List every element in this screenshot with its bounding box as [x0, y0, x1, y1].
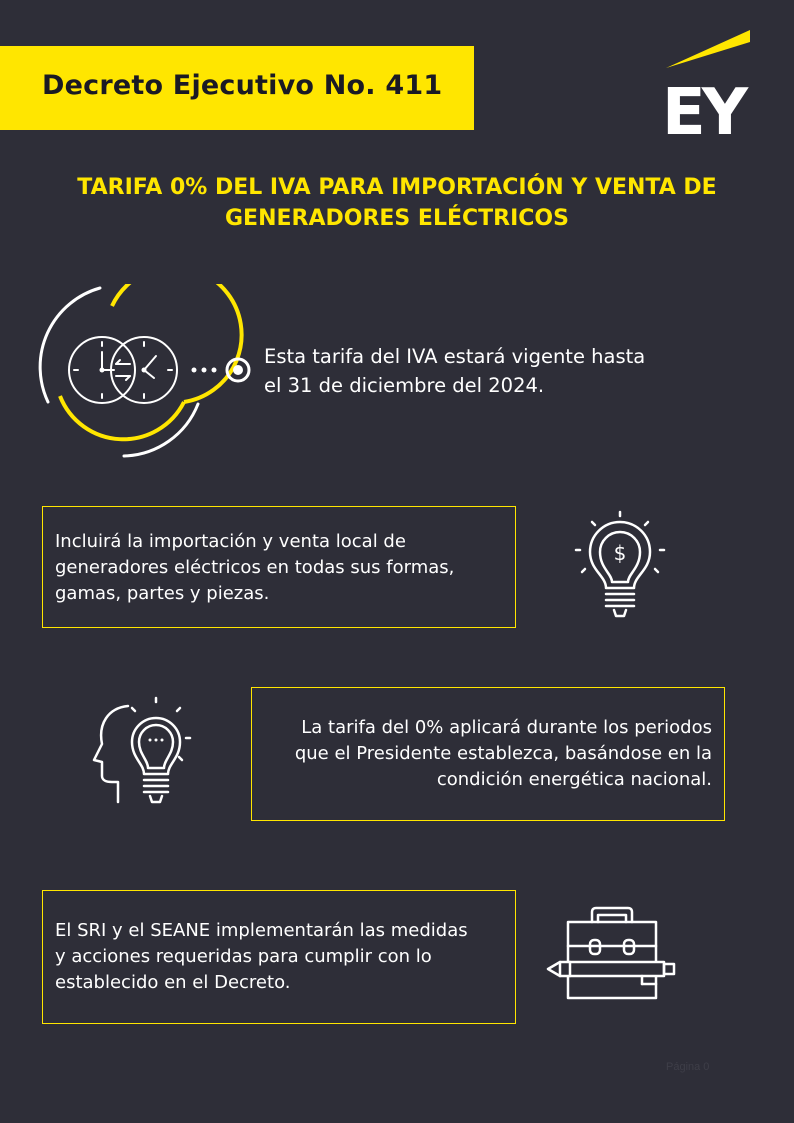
validity-line1: Esta tarifa del IVA estará vigente hasta	[264, 345, 646, 368]
scope-line3: gamas, partes y piezas.	[55, 583, 270, 604]
periods-line3: condición energética nacional.	[436, 769, 712, 790]
periods-line2: que el Presidente establezca, basándose en la	[294, 743, 712, 764]
page-number: Página 0	[666, 1061, 710, 1073]
decree-title: Decreto Ejecutivo No. 411	[42, 70, 443, 101]
double-clock-icon	[38, 284, 268, 464]
main-title-line1: TARIFA 0% DEL IVA PARA IMPORTACIÓN Y VENTA DE	[77, 175, 717, 200]
main-title-line2: GENERADORES ELÉCTRICOS	[225, 206, 569, 231]
validity-line2: el 31 de diciembre del 2024.	[264, 374, 545, 397]
implementation-line3: establecido en el Decreto.	[55, 972, 291, 993]
scope-line2: generadores eléctricos en todas sus formas,	[55, 557, 455, 578]
main-title	[30, 172, 764, 234]
implementation-box	[42, 890, 516, 1024]
implementation-line2: y acciones requeridas para cumplir con lo	[55, 946, 432, 967]
periods-box	[251, 687, 725, 821]
ey-logo-text: EY	[662, 76, 745, 138]
implementation-line1: El SRI y el SEANE implementarán las medidas	[55, 920, 468, 941]
ey-logo	[660, 28, 754, 138]
svg-text:$: $	[613, 541, 627, 565]
validity-text	[264, 342, 734, 400]
lightbulb-dollar-icon	[570, 510, 670, 625]
scope-line1: Incluirá la importación y venta local de	[55, 531, 406, 552]
head-lightbulb-icon	[88, 696, 208, 811]
scope-box	[42, 506, 516, 628]
briefcase-pen-icon	[546, 904, 678, 1002]
periods-line1: La tarifa del 0% aplicará durante los periodos	[301, 717, 712, 738]
